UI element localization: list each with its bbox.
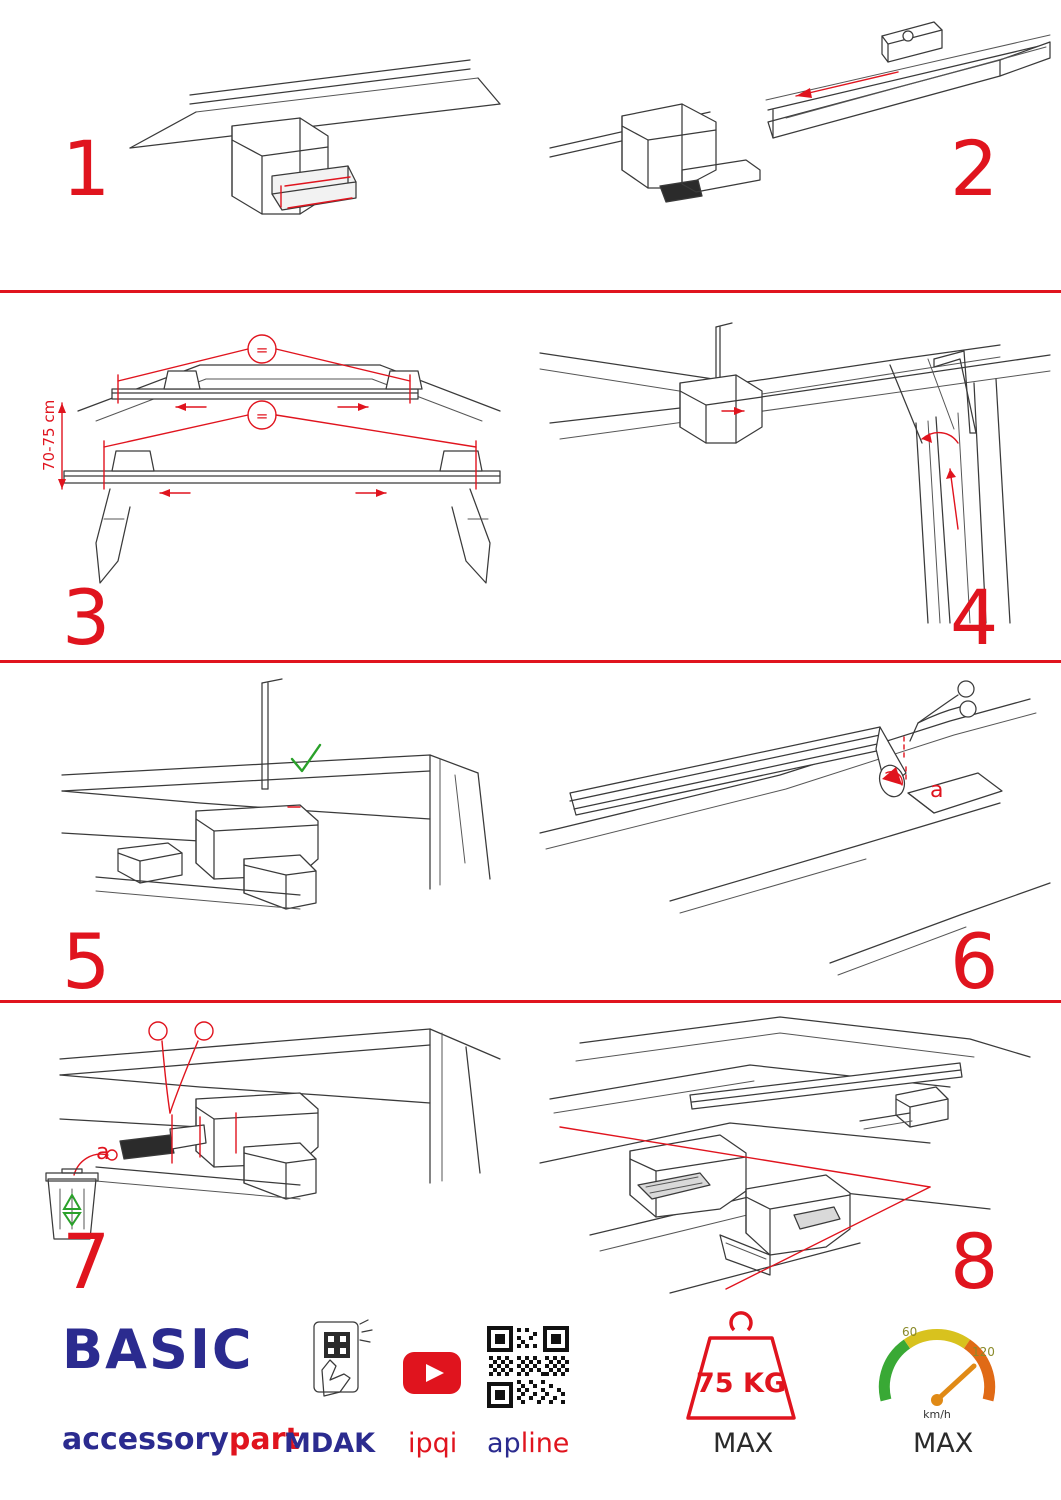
- footer: [0, 1300, 1061, 1500]
- speed-unit-label: km/h: [923, 1408, 951, 1421]
- equal-mark-1: =: [255, 341, 269, 359]
- ipqi-logo-label: ipqi: [408, 1428, 458, 1459]
- step-7-drawing: [46, 1022, 500, 1239]
- step-1-drawing: [130, 60, 500, 214]
- step-8-number: 8: [950, 1217, 999, 1300]
- brand-accessorypart: [62, 1422, 300, 1457]
- step-2-number: 2: [950, 124, 999, 213]
- step-8-panel: [530, 1003, 1061, 1300]
- step-3-drawing: [40, 335, 500, 583]
- brand-part: part: [228, 1422, 300, 1457]
- step-4-number: 4: [950, 573, 999, 660]
- load-limit-label: MAX: [713, 1428, 774, 1459]
- step-3-number: 3: [62, 573, 111, 660]
- step-4-panel: [530, 293, 1061, 660]
- apline-logo-label: [487, 1428, 569, 1459]
- gauge-tick-120: 120: [972, 1345, 995, 1359]
- apline-ap: ap: [487, 1428, 521, 1459]
- step-3-panel: [0, 293, 530, 660]
- brand-basic: BASIC: [62, 1318, 254, 1381]
- youtube-icon[interactable]: [403, 1352, 461, 1394]
- speed-limit-label: MAX: [913, 1428, 974, 1459]
- gauge-tick-60: 60: [902, 1325, 918, 1339]
- step-6-number: 6: [950, 917, 999, 1000]
- step-5-panel: [0, 663, 530, 1000]
- step-5-number: 5: [62, 917, 111, 1000]
- qr-code: [487, 1326, 569, 1408]
- equal-mark-2: =: [255, 407, 269, 425]
- part-label-a: a: [930, 778, 944, 803]
- step-1-panel: [0, 0, 530, 290]
- step-7-number: 7: [62, 1217, 111, 1300]
- qr-scan-phone-icon: [300, 1318, 384, 1418]
- speed-limit-icon: [872, 1314, 1002, 1426]
- load-limit-icon: [676, 1308, 806, 1428]
- step-7-panel: [0, 1003, 530, 1300]
- step-2-panel: [530, 0, 1061, 290]
- apline-line: line: [520, 1428, 570, 1459]
- step-6-panel: [530, 663, 1061, 1000]
- step-1-number: 1: [62, 124, 111, 213]
- load-limit-value: 75 KG: [695, 1368, 787, 1399]
- brand-accessory: accessory: [62, 1422, 229, 1457]
- step-5-drawing: [62, 679, 490, 909]
- dimension-label: 70-75 cm: [40, 399, 58, 471]
- part-label-a-7: a: [96, 1140, 110, 1165]
- mdak-logo-label: MDAK: [284, 1428, 376, 1459]
